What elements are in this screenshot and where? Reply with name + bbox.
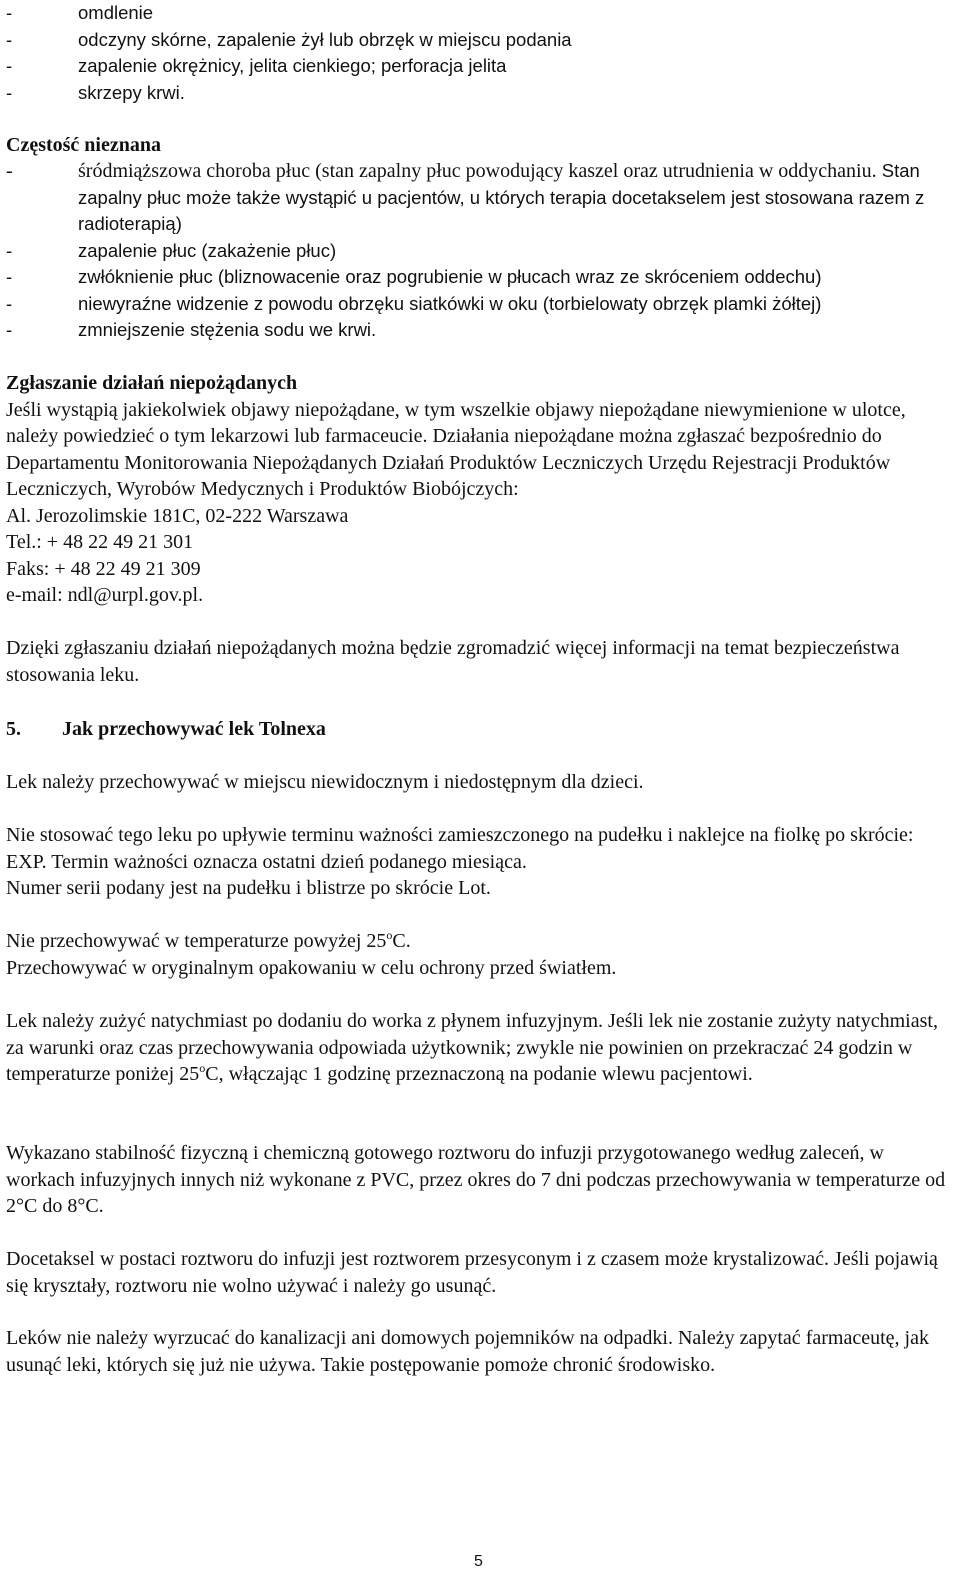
storage-paragraph-children: Lek należy przechowywać w miejscu niewidocznym i niedostępnym dla dzieci.: [6, 771, 644, 793]
list-dash: -: [6, 160, 13, 182]
list-item-text: śródmiąższowa choroba płuc (stan zapalny płuc powodujący kaszel oraz utrudnienia w oddychaniu.: [78, 160, 877, 182]
frequency-heading: Częstość nieznana: [6, 134, 161, 156]
reporting-phone: Tel.: + 48 22 49 21 301: [6, 531, 194, 553]
expiry-text: Nie stosować tego leku po upływie terminu ważności zamieszczonego na pudełku i naklejce na fiolkę po skrócie: EXP. Termin ważności oznacza ostatni dzień podanego miesiąca.: [6, 824, 914, 873]
list-dash: -: [6, 266, 13, 287]
list-item-text: niewyraźne widzenie z powodu obrzęku siatkówki w oku (torbielowaty obrzęk plamki żółtej): [78, 292, 822, 314]
section-number: 5.: [6, 718, 21, 740]
list-item: [6, 291, 956, 318]
list-dash: -: [6, 81, 13, 103]
light-protection-text: Przechowywać w oryginalnym opakowaniu w celu ochrony przed światłem.: [6, 956, 617, 979]
side-effects-list-rare: [6, 0, 956, 106]
list-item-text: odczyny skórne, zapalenie żył lub obrzęk w miejscu podania: [78, 28, 572, 50]
list-dash: -: [6, 28, 13, 50]
list-dash: -: [6, 239, 13, 261]
list-item-text: zwłóknienie płuc (bliznowacenie oraz pogrubienie w płucach wraz ze skróceniem oddechu): [78, 266, 822, 287]
list-item: [6, 27, 956, 54]
list-item: [6, 53, 956, 80]
list-item: [6, 80, 956, 107]
list-item: [6, 264, 956, 291]
list-item: [6, 158, 956, 238]
storage-paragraph-expiry: [6, 822, 956, 902]
list-item: [6, 238, 956, 265]
list-dash: -: [6, 319, 13, 340]
list-dash: -: [6, 292, 13, 314]
list-item: [6, 0, 956, 27]
list-item-text: zmniejszenie stężenia sodu we krwi.: [78, 319, 377, 340]
page-number: 5: [474, 1553, 483, 1570]
reporting-heading: Zgłaszanie działań niepożądanych: [6, 372, 298, 394]
reporting-body: Jeśli wystąpią jakiekolwiek objawy niepożądane, w tym wszelkie objawy niepożądane niewymienione w ulotce, należy powiedzieć o tym lekarzowi lub farmaceucie. Działania niepożądane można zgłaszać bezpośrednio do Departamentu Monitorowania Niepożądanych Działań Produktów Leczniczych Urzędu Rejestracji Produktów Leczniczych, Wyrobów Medycznych i Produktów Biobójczych:: [6, 398, 906, 500]
section-5-heading: [6, 716, 956, 743]
list-dash: -: [6, 55, 13, 76]
list-dash: -: [6, 2, 13, 23]
reporting-email: e-mail: ndl@urpl.gov.pl.: [6, 584, 204, 606]
list-item-text: zapalenie płuc (zakażenie płuc): [78, 239, 337, 261]
storage-paragraph-stability: Wykazano stabilność fizyczną i chemiczną gotowego roztworu do infuzji przygotowanego według zaleceń, w workach infuzyjnych innych niż wykonane z PVC, przez okres do 7 dni podczas przechowywania w temperaturze od 2°C do 8°C.: [6, 1142, 946, 1217]
list-item-text: skrzepy krwi.: [78, 81, 185, 103]
temperature-text: Nie przechowywać w temperaturze powyżej 25$^o$C.: [6, 928, 411, 952]
reporting-fax: Faks: + 48 22 49 21 309: [6, 557, 201, 580]
list-item-text: zapalenie okrężnicy, jelita cienkiego; perforacja jelita: [78, 55, 507, 76]
side-effects-list-unknown: [6, 158, 956, 344]
list-item-text: omdlenie: [78, 2, 154, 23]
storage-paragraph-disposal: Leków nie należy wyrzucać do kanalizacji ani domowych pojemników na odpadki. Należy zapytać farmaceutę, jak usunąć leki, których się już nie używa. Takie postępowanie pomoże chronić środowisko.: [6, 1327, 929, 1376]
reporting-address: Al. Jerozolimskie 181C, 02-222 Warszawa: [6, 504, 349, 527]
batch-number-text: Numer serii podany jest na pudełku i blistrze po skrócie Lot.: [6, 877, 491, 899]
storage-paragraph-temperature: [6, 928, 956, 981]
section-title: Jak przechowywać lek Tolnexa: [62, 718, 326, 740]
list-item: [6, 317, 956, 344]
reporting-section: [6, 370, 956, 609]
reporting-closing: Dzięki zgłaszaniu działań niepożądanych można będzie zgromadzić więcej informacji na temat bezpieczeństwa stosowania leku.: [6, 637, 900, 686]
storage-paragraph-infusion: Lek należy zużyć natychmiast po dodaniu do worka z płynem infuzyjnym. Jeśli lek nie zostanie zużyty natychmiast, za warunki oraz czas przechowywania odpowiada użytkownik; zwykle nie powinien on przekraczać 24 godzin w temperaturze poniżej 25$^o$C, włączając 1 godzinę przeznaczoną na podanie wlewu pacjentowi.: [6, 1010, 938, 1085]
storage-paragraph-crystals: Docetaksel w postaci roztworu do infuzji jest roztworem przesyconym i z czasem może krystalizować. Jeśli pojawią się kryształy, roztworu nie wolno używać i należy go usunąć.: [6, 1248, 938, 1297]
list-item-text-continued: Stan zapalny płuc może także wystąpić u pacjentów, u których terapia docetakselem jest stosowana razem z radioterapią): [78, 160, 925, 234]
